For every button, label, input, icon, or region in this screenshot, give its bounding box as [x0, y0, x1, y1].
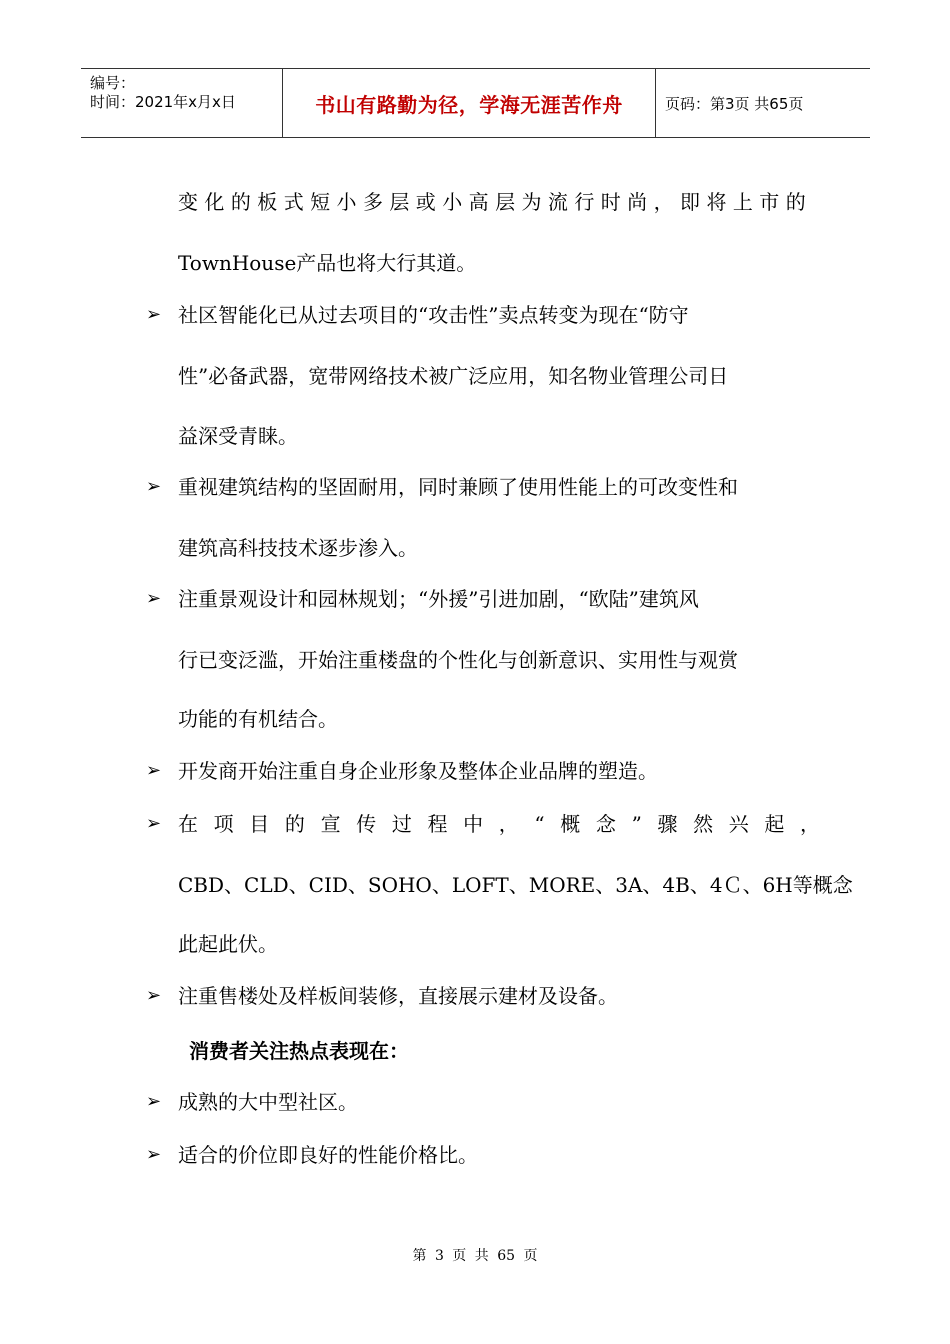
list-item-line: 社区智能化已从过去项目的“攻击性”卖点转变为现在“防守 — [178, 303, 689, 327]
bullet-arrow-icon: ➢ — [146, 985, 162, 1006]
list-item-line: 注重售楼处及样板间装修，直接展示建材及设备。 — [178, 984, 618, 1008]
list-item-line: 功能的有机结合。 — [178, 707, 338, 731]
bullet-arrow-icon: ➢ — [146, 588, 162, 609]
justified-char: 流 — [547, 190, 568, 214]
justified-char: ， — [800, 812, 820, 836]
paragraph-line: TownHouse产品也将大行其道。 — [178, 251, 477, 275]
list-item-line — [178, 812, 820, 836]
list-item-line: 此起此伏。 — [178, 932, 278, 956]
justified-char: 在 — [178, 812, 198, 836]
list-item-line: 性”必备武器，宽带网络技术被广泛应用，知名物业管理公司日 — [178, 364, 729, 388]
header-motto-cell — [283, 69, 656, 137]
justified-char: 层 — [495, 190, 516, 214]
justified-char: ， — [653, 190, 674, 214]
list-item-line: 行已变泛滥，开始注重楼盘的个性化与创新意识、实用性与观赏 — [178, 648, 738, 672]
justified-char: 多 — [362, 190, 383, 214]
justified-char: 宣 — [320, 812, 341, 836]
justified-char: 小 — [442, 190, 463, 214]
justified-char: 时 — [600, 190, 621, 214]
justified-char: 为 — [521, 190, 542, 214]
bullet-arrow-icon: ➢ — [146, 813, 162, 834]
list-item-line: 注重景观设计和园林规划；“外援”引进加剧，“欧陆”建筑风 — [178, 587, 699, 611]
justified-char: 式 — [283, 190, 304, 214]
justified-char: ， — [498, 812, 519, 836]
header-meta-cell — [81, 69, 283, 137]
justified-char: 板 — [257, 190, 278, 214]
list-item-line: 开发商开始注重自身企业形象及整体企业品牌的塑造。 — [178, 759, 658, 783]
justified-char: 上 — [732, 190, 753, 214]
justified-char: 项 — [213, 812, 234, 836]
justified-char: 或 — [415, 190, 436, 214]
justified-char: 的 — [284, 812, 305, 836]
time-label: 时间：2021年x月x日 — [90, 93, 236, 111]
list-item-line: 益深受青睐。 — [178, 424, 298, 448]
justified-char: 将 — [706, 190, 727, 214]
header-page-info: 页码：第3页 共65页 — [665, 94, 804, 113]
bullet-arrow-icon: ➢ — [146, 304, 162, 325]
justified-char: 高 — [468, 190, 489, 214]
justified-char: 的 — [785, 190, 806, 214]
motto-text: 书山有路勤为径，学海无涯苦作舟 — [315, 92, 623, 117]
justified-char: 念 — [595, 812, 616, 836]
justified-char: 层 — [389, 190, 410, 214]
justified-char: 程 — [427, 812, 448, 836]
justified-char: 兴 — [728, 812, 749, 836]
bullet-arrow-icon: ➢ — [146, 760, 162, 781]
list-item-line: CBD、CLD、CID、SOHO、LOFT、MORE、3A、4B、4Ｃ、6H等概念 — [178, 873, 853, 897]
justified-char: 然 — [693, 812, 714, 836]
justified-char: 化 — [204, 190, 225, 214]
justified-char: 变 — [178, 190, 198, 214]
bullet-arrow-icon: ➢ — [146, 476, 162, 497]
justified-char: 中 — [463, 812, 484, 836]
justified-char: “ — [534, 812, 545, 836]
list-item-line: 成熟的大中型社区。 — [178, 1090, 358, 1114]
justified-char: 传 — [356, 812, 377, 836]
justified-char: 小 — [336, 190, 357, 214]
justified-char: 概 — [560, 812, 581, 836]
justified-char: 起 — [764, 812, 785, 836]
justified-char: 市 — [759, 190, 780, 214]
number-label: 编号： — [90, 74, 136, 92]
justified-char: 短 — [310, 190, 331, 214]
justified-char: 骤 — [657, 812, 678, 836]
justified-char: 尚 — [627, 190, 648, 214]
justified-char: ” — [631, 812, 642, 836]
page-header — [81, 68, 870, 138]
paragraph-line — [178, 190, 806, 214]
bullet-arrow-icon: ➢ — [146, 1144, 162, 1165]
justified-char: 的 — [230, 190, 251, 214]
justified-char: 即 — [680, 190, 701, 214]
list-item-line: 适合的价位即良好的性能价格比。 — [178, 1143, 478, 1167]
justified-char: 行 — [574, 190, 595, 214]
list-item-line: 重视建筑结构的坚固耐用，同时兼顾了使用性能上的可改变性和 — [178, 475, 738, 499]
bullet-arrow-icon: ➢ — [146, 1091, 162, 1112]
list-item-line: 建筑高科技技术逐步渗入。 — [178, 536, 418, 560]
justified-char: 目 — [249, 812, 270, 836]
section-heading: 消费者关注热点表现在： — [189, 1039, 409, 1063]
page-footer: 第 3 页 共 65 页 — [412, 1248, 538, 1264]
justified-char: 过 — [391, 812, 412, 836]
